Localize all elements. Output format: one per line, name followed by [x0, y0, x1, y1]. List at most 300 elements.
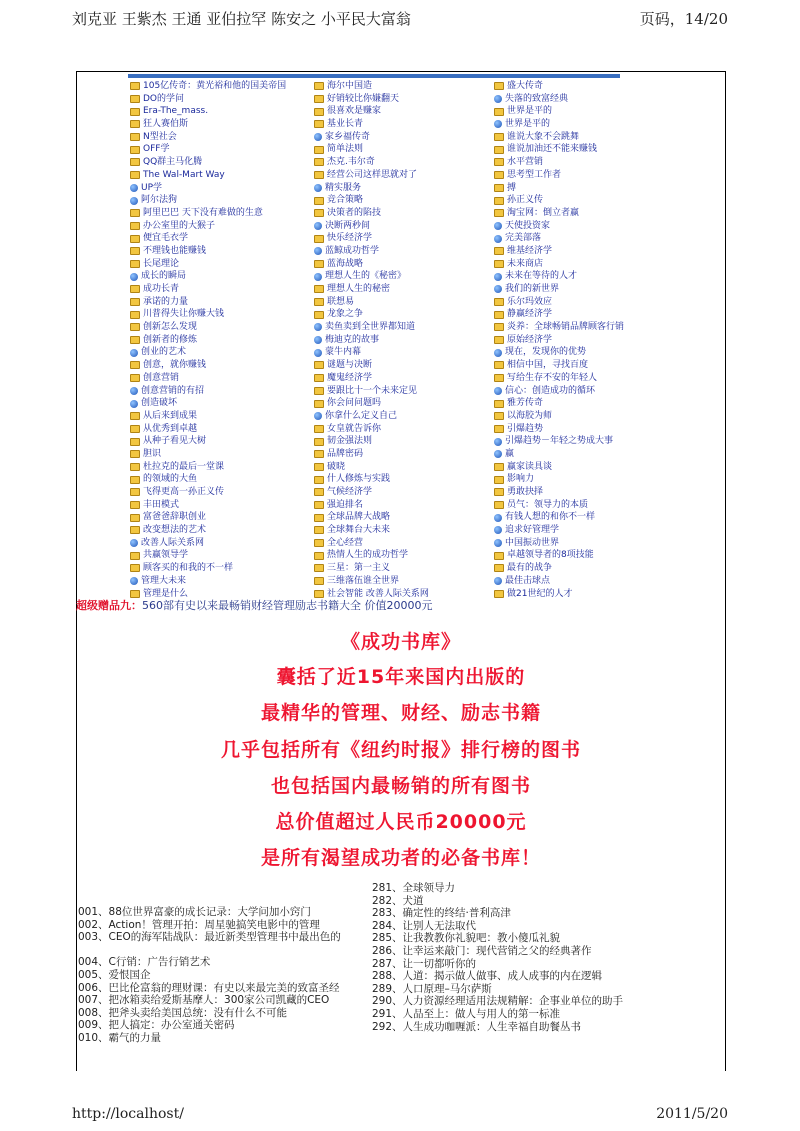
file-list-item[interactable] [314, 283, 494, 296]
frame-right-border [725, 71, 726, 1071]
file-list-item[interactable] [314, 397, 494, 410]
file-list-item-label: 未来在等待的人才 [505, 271, 578, 282]
file-list-item[interactable] [130, 359, 310, 372]
file-list-item[interactable] [494, 245, 674, 258]
file-list-item[interactable] [130, 245, 310, 258]
file-list-item[interactable] [130, 372, 310, 385]
web-page-icon [130, 387, 138, 395]
folder-icon [130, 361, 140, 369]
file-list-item[interactable] [314, 169, 494, 182]
file-list-item-label: 杜拉克的最后一堂课 [143, 461, 225, 472]
file-list-item[interactable] [494, 549, 674, 562]
file-list-item-label: 创新怎么发现 [143, 322, 198, 333]
file-list-item-label: 孙正义传 [507, 195, 544, 206]
book-list-item: 282、犬道 [372, 894, 424, 907]
file-list-item-label: 从优秀到卓越 [143, 423, 198, 434]
folder-icon [494, 590, 504, 598]
file-list-item[interactable] [130, 156, 310, 169]
web-page-icon [314, 184, 322, 192]
file-list-item[interactable] [494, 423, 674, 436]
file-list-item[interactable] [314, 575, 494, 588]
file-list-item-label: 相信中国，寻找百度 [507, 360, 589, 371]
web-page-icon [494, 349, 502, 357]
file-list-item-label: 我们的新世界 [505, 284, 560, 294]
folder-icon [494, 197, 504, 205]
file-list-item-label: 联想易 [327, 296, 355, 307]
file-list-item[interactable] [130, 283, 310, 296]
file-list-item-label: 创业的艺术 [141, 347, 187, 358]
file-list-item-label: 盛大传奇 [507, 81, 544, 91]
file-list-item[interactable] [130, 93, 310, 106]
file-list-item-label: 富爸爸辞职创业 [143, 512, 207, 523]
file-list-item[interactable] [494, 93, 674, 106]
file-list-item-label: 蒙牛内幕 [325, 347, 362, 358]
file-list-item-label: 世界是平的 [505, 119, 551, 130]
file-list-item[interactable] [314, 270, 494, 283]
file-list-item[interactable] [130, 537, 310, 550]
file-list-item[interactable] [314, 346, 494, 359]
file-list-item[interactable] [494, 397, 674, 410]
file-list-item-label: 谁说加油还不能来赚钱 [507, 144, 598, 155]
folder-icon [494, 247, 504, 255]
book-list-item: 009、把人搞定：办公室通关密码 [78, 1019, 235, 1032]
folder-icon [130, 412, 140, 420]
folder-icon [130, 514, 140, 522]
file-list-item[interactable] [494, 499, 674, 512]
file-list-item[interactable] [130, 80, 310, 93]
file-list-item-label: 赢家读具谈 [507, 461, 553, 472]
file-list-item[interactable] [494, 156, 674, 169]
file-list-item[interactable] [494, 143, 674, 156]
file-list-item[interactable] [494, 461, 674, 474]
file-list-item[interactable] [494, 448, 674, 461]
page-number: 页码，14/20 [639, 10, 728, 28]
file-list-item[interactable] [314, 372, 494, 385]
file-list-item-label: 卖鱼卖到全世界都知道 [325, 322, 416, 333]
file-list-item[interactable] [130, 511, 310, 524]
folder-icon [130, 463, 140, 471]
file-list-item-label: 家乡福传奇 [325, 131, 371, 142]
file-list-item[interactable] [314, 245, 494, 258]
file-list-item-label: 管理是什么 [143, 588, 189, 599]
file-list-item-label: DO的学问 [143, 93, 185, 104]
file-list-item-label: 成长的瞬局 [141, 271, 187, 282]
web-page-icon [314, 349, 322, 357]
file-list-item[interactable] [314, 461, 494, 474]
file-list-item-label: Era-The_mass. [143, 106, 209, 117]
file-list-item-label: 创意营销 [143, 372, 180, 383]
folder-icon [314, 361, 324, 369]
file-list-item[interactable] [130, 448, 310, 461]
folder-icon [130, 158, 140, 166]
file-list-item[interactable] [130, 321, 310, 334]
file-list-item-label: 三维落伍谁全世界 [327, 575, 400, 586]
web-page-icon [494, 222, 502, 230]
file-list-item[interactable] [494, 588, 674, 601]
file-list-item[interactable] [314, 473, 494, 486]
file-list-item[interactable] [314, 448, 494, 461]
file-list-item[interactable] [314, 486, 494, 499]
book-list-item: 288、人道：揭示做人做事、成人成事的内在逻辑 [372, 970, 603, 983]
file-list-item-label: The Wal-Mart Way [143, 169, 225, 180]
folder-icon [130, 133, 140, 141]
web-page-icon [130, 577, 138, 585]
file-list-item[interactable] [314, 220, 494, 233]
file-list-item-label: 顾客买的和我的不一样 [143, 563, 234, 574]
promo-line-1: 《成功书库》 [340, 631, 461, 653]
file-list-item[interactable] [314, 131, 494, 144]
file-list-item[interactable] [314, 258, 494, 271]
file-list-item-label: 很喜欢是赚家 [327, 106, 382, 117]
folder-icon [494, 488, 504, 496]
file-list-item[interactable] [314, 156, 494, 169]
folder-icon [130, 285, 140, 293]
file-list-item-label: 阿尔法狗 [141, 195, 178, 206]
file-list-item[interactable] [494, 385, 674, 398]
folder-icon [314, 514, 324, 522]
file-list-item[interactable] [130, 385, 310, 398]
file-column-3 [494, 80, 674, 600]
file-list-item[interactable] [314, 549, 494, 562]
file-list-item[interactable] [314, 524, 494, 537]
file-list-item[interactable] [494, 182, 674, 195]
file-list-item-label: 品牌密码 [327, 448, 364, 459]
web-page-icon [494, 577, 502, 585]
file-list-item-label: 静赢经济学 [507, 309, 553, 320]
file-list-item-label: 现在，发现你的优势 [505, 347, 587, 358]
file-list-item[interactable] [130, 220, 310, 233]
folder-icon [494, 311, 504, 319]
folder-icon [314, 450, 324, 458]
folder-icon [494, 425, 504, 433]
file-list-item-label: 影响力 [507, 474, 535, 485]
file-list-item[interactable] [314, 143, 494, 156]
file-list-item[interactable] [130, 524, 310, 537]
book-list-item: 005、爱恨国企 [78, 968, 151, 981]
file-list-item[interactable] [314, 232, 494, 245]
file-list-item-label: 龙象之争 [327, 309, 364, 320]
file-list-item[interactable] [314, 321, 494, 334]
file-list-item[interactable] [130, 258, 310, 271]
file-list-item[interactable] [130, 296, 310, 309]
file-list-item[interactable] [494, 308, 674, 321]
folder-icon [314, 539, 324, 547]
book-list-item: 284、让别人无法取代 [372, 919, 477, 932]
file-list-item[interactable] [130, 207, 310, 220]
file-list-item[interactable] [314, 308, 494, 321]
book-list-item: 008、把斧头卖给美国总统：没有什么不可能 [78, 1006, 288, 1019]
file-list-item[interactable] [314, 118, 494, 131]
file-list-item-label: 承诺的力量 [143, 296, 189, 307]
web-page-icon [494, 526, 502, 534]
file-list-item-label: 最有的战争 [507, 563, 553, 574]
file-list-item[interactable] [494, 346, 674, 359]
file-list-item[interactable] [130, 397, 310, 410]
file-list-item[interactable] [130, 562, 310, 575]
file-list-item-label: 胆识 [143, 448, 162, 459]
file-list-item-label: 最佳击球点 [505, 575, 551, 586]
folder-icon [314, 400, 324, 408]
file-list-item[interactable] [494, 105, 674, 118]
book-list-item: 010、霸气的力量 [78, 1031, 162, 1044]
file-list-item[interactable] [314, 334, 494, 347]
file-list-screenshot [128, 74, 625, 602]
file-list-item-label: 谜题与决断 [327, 360, 373, 371]
file-list-item[interactable] [130, 423, 310, 436]
file-list-item-label: 未来商店 [507, 258, 544, 269]
file-list-item[interactable] [314, 562, 494, 575]
file-list-item-label: 以海胶为师 [507, 410, 553, 421]
file-list-item-label: 成功长青 [143, 284, 180, 294]
file-list-item[interactable] [494, 359, 674, 372]
file-list-item-label: 热情人生的成功哲学 [327, 550, 409, 561]
folder-icon [314, 425, 324, 433]
folder-icon [494, 133, 504, 141]
promo-line-2: 囊括了近15年来国内出版的 [276, 666, 526, 688]
folder-icon [494, 108, 504, 116]
file-list-item[interactable] [494, 473, 674, 486]
file-list-item[interactable] [314, 207, 494, 220]
file-list-item[interactable] [314, 423, 494, 436]
file-list-item[interactable] [130, 118, 310, 131]
web-page-icon [494, 387, 502, 395]
file-list-item-label: 卓越领导者的8项技能 [507, 550, 594, 561]
file-list-item-label: 创意，就你赚钱 [143, 360, 207, 371]
folder-icon [130, 235, 140, 243]
file-list-item-label: 中国振动世界 [505, 537, 560, 548]
file-list-item-label: 精实服务 [325, 182, 362, 193]
file-list-item[interactable] [314, 435, 494, 448]
file-list-item-label: 蓝鲸成功哲学 [325, 245, 380, 256]
folder-icon [314, 158, 324, 166]
book-list-item: 289、人口原理–马尔萨斯 [372, 982, 492, 995]
folder-icon [314, 120, 324, 128]
file-list-item-label: 女皇就告诉你 [327, 423, 382, 434]
file-list-item[interactable] [494, 537, 674, 550]
file-list-item-label: 理想人生的《秘密》 [325, 271, 407, 282]
file-list-item[interactable] [130, 410, 310, 423]
folder-icon [130, 336, 140, 344]
web-page-icon [494, 450, 502, 458]
file-list-item[interactable] [494, 372, 674, 385]
book-list-item: 283、确定性的终结·普利高津 [372, 907, 511, 920]
file-list-item-label: 杰克.韦尔奇 [327, 157, 375, 168]
file-list-item-label: 勇敢抉择 [507, 487, 544, 497]
file-list-item-label: 你会问问题吗 [327, 398, 382, 409]
file-column-2 [314, 80, 494, 600]
folder-icon [494, 209, 504, 217]
file-list-item-label: 从后来到成果 [143, 410, 198, 421]
folder-icon [494, 412, 504, 420]
file-list-item[interactable] [130, 486, 310, 499]
bonus-label: 超级赠品九： [76, 599, 142, 612]
file-list-item-label: 韧金强法则 [327, 436, 373, 447]
folder-icon [130, 108, 140, 116]
file-list-item-label: 改善人际关系网 [141, 537, 205, 548]
file-list-item-label: 决断两秒间 [325, 220, 371, 231]
file-list-item-label: 维基经济学 [507, 245, 553, 256]
file-list-item[interactable] [494, 232, 674, 245]
web-page-icon [130, 184, 138, 192]
file-list-item[interactable] [130, 169, 310, 182]
folder-icon [494, 171, 504, 179]
file-list-item-label: 员气：领导力的本质 [507, 499, 589, 510]
file-list-item-label: 蓝海战略 [327, 258, 364, 269]
web-page-icon [314, 133, 322, 141]
file-list-item[interactable] [130, 131, 310, 144]
file-list-item[interactable] [494, 575, 674, 588]
file-list-item[interactable] [494, 511, 674, 524]
file-list-item-label: 炎养：全球畅销品牌顾客行销 [507, 322, 625, 333]
file-list-item[interactable] [314, 93, 494, 106]
file-list-item[interactable] [314, 537, 494, 550]
file-list-item[interactable] [494, 220, 674, 233]
file-list-item[interactable] [130, 549, 310, 562]
folder-icon [314, 387, 324, 395]
file-list-item[interactable] [494, 169, 674, 182]
file-list-item-label: 管理大未来 [141, 575, 187, 586]
folder-icon [314, 311, 324, 319]
folder-icon [130, 222, 140, 230]
folder-icon [314, 285, 324, 293]
file-list-item[interactable] [494, 334, 674, 347]
file-list-item-label: 基业长青 [327, 119, 364, 130]
file-list-item[interactable] [494, 486, 674, 499]
file-list-item[interactable] [494, 80, 674, 93]
file-list-item-label: 引爆趋势 [507, 423, 544, 434]
file-list-item-label: 全球品牌大战略 [327, 512, 391, 523]
folder-icon [130, 247, 140, 255]
file-list-item[interactable] [494, 435, 674, 448]
file-list-item[interactable] [494, 118, 674, 131]
file-list-item[interactable] [130, 334, 310, 347]
file-list-item-label: 你拿什么定义自己 [325, 410, 398, 421]
web-page-icon [314, 323, 322, 331]
web-page-icon [494, 120, 502, 128]
folder-icon [130, 120, 140, 128]
file-list-item-label: N型社会 [143, 131, 177, 142]
file-list-item[interactable] [130, 435, 310, 448]
web-page-icon [494, 514, 502, 522]
file-list-item-label: 创新者的修炼 [143, 334, 198, 345]
file-list-item-label: 完美部落 [505, 233, 542, 244]
folder-icon [494, 501, 504, 509]
folder-icon [130, 95, 140, 103]
folder-icon [494, 323, 504, 331]
web-page-icon [130, 539, 138, 547]
file-list-item[interactable] [314, 296, 494, 309]
file-list-item[interactable] [130, 182, 310, 195]
folder-icon [130, 425, 140, 433]
file-list-item[interactable] [130, 270, 310, 283]
folder-icon [494, 146, 504, 154]
file-list-item-label: 失落的致富经典 [505, 93, 569, 104]
folder-icon [494, 361, 504, 369]
folder-icon [314, 577, 324, 585]
file-list-item-label: 信心：创造成功的循环 [505, 385, 596, 396]
file-list-item-label: 谁说大象不会跳舞 [507, 131, 580, 142]
file-list-item[interactable] [494, 410, 674, 423]
file-list-item[interactable] [130, 308, 310, 321]
file-list-item-label: 改变想法的艺术 [143, 525, 207, 536]
file-list-item[interactable] [130, 575, 310, 588]
folder-icon [314, 146, 324, 154]
file-list-item[interactable] [314, 511, 494, 524]
web-page-icon [314, 336, 322, 344]
file-list-item[interactable] [130, 473, 310, 486]
file-list-item-label: 飞得更高一孙正义传 [143, 487, 225, 497]
frame-left-border [76, 71, 77, 1071]
file-list-item-label: 竞合策略 [327, 195, 364, 206]
file-list-item[interactable] [314, 80, 494, 93]
file-list-item[interactable] [494, 131, 674, 144]
file-list-item[interactable] [494, 283, 674, 296]
file-list-item[interactable] [130, 105, 310, 118]
file-list-item[interactable] [494, 296, 674, 309]
file-list-item-label: 天使投资家 [505, 220, 551, 231]
folder-icon [130, 488, 140, 496]
file-list-item-label: 理想人生的秘密 [327, 284, 391, 294]
file-list-item-label: 三星：第一主义 [327, 563, 391, 574]
file-list-item[interactable] [314, 385, 494, 398]
file-list-item[interactable] [130, 232, 310, 245]
file-list-item[interactable] [130, 194, 310, 207]
file-list-item[interactable] [494, 207, 674, 220]
file-list-item[interactable] [494, 321, 674, 334]
file-list-item-label: 阿里巴巴 天下没有难做的生意 [143, 207, 263, 218]
folder-icon [494, 463, 504, 471]
folder-icon [130, 438, 140, 446]
file-list-item-label: 全心经营 [327, 537, 364, 548]
file-list-item[interactable] [494, 562, 674, 575]
file-list-item[interactable] [314, 182, 494, 195]
book-list-item: 285、让我教教你礼貌吧：教小傻瓜礼貌 [372, 932, 561, 945]
file-list-item-label: OFF学 [143, 144, 170, 155]
file-list-item[interactable] [130, 499, 310, 512]
file-list-item[interactable] [314, 105, 494, 118]
file-list-item[interactable] [494, 524, 674, 537]
file-list-item[interactable] [130, 461, 310, 474]
file-list-item[interactable] [494, 194, 674, 207]
book-list-item: 003、CEO的海军陆战队：最近新类型管理书中最出色的 [78, 931, 341, 944]
file-list-item-label: 做21世纪的人才 [507, 588, 573, 599]
file-list-item[interactable] [494, 258, 674, 271]
folder-icon [130, 564, 140, 572]
file-list-item[interactable] [314, 194, 494, 207]
file-list-item[interactable] [314, 359, 494, 372]
folder-icon [314, 171, 324, 179]
promo-line-3: 最精华的管理、财经、励志书籍 [260, 702, 541, 724]
folder-icon [314, 374, 324, 382]
file-list-item[interactable] [314, 499, 494, 512]
file-list-item-label: 原始经济学 [507, 334, 553, 345]
folder-icon [130, 171, 140, 179]
folder-icon [494, 260, 504, 268]
promo-line-4: 几乎包括所有《纽约时报》排行榜的图书 [220, 739, 581, 761]
file-list-item[interactable] [130, 346, 310, 359]
file-list-item-label: 从种子看见大树 [143, 436, 207, 447]
folder-icon [130, 209, 140, 217]
file-list-item[interactable] [314, 410, 494, 423]
file-list-item-label: 乐尔玛效应 [507, 296, 553, 307]
file-list-item[interactable] [494, 270, 674, 283]
folder-icon [130, 323, 140, 331]
file-list-item-label: 长尾理论 [143, 258, 180, 269]
folder-icon [130, 476, 140, 484]
file-list-item-label: 魔鬼经济学 [327, 372, 373, 383]
web-page-icon [494, 285, 502, 293]
file-list-item[interactable] [130, 143, 310, 156]
